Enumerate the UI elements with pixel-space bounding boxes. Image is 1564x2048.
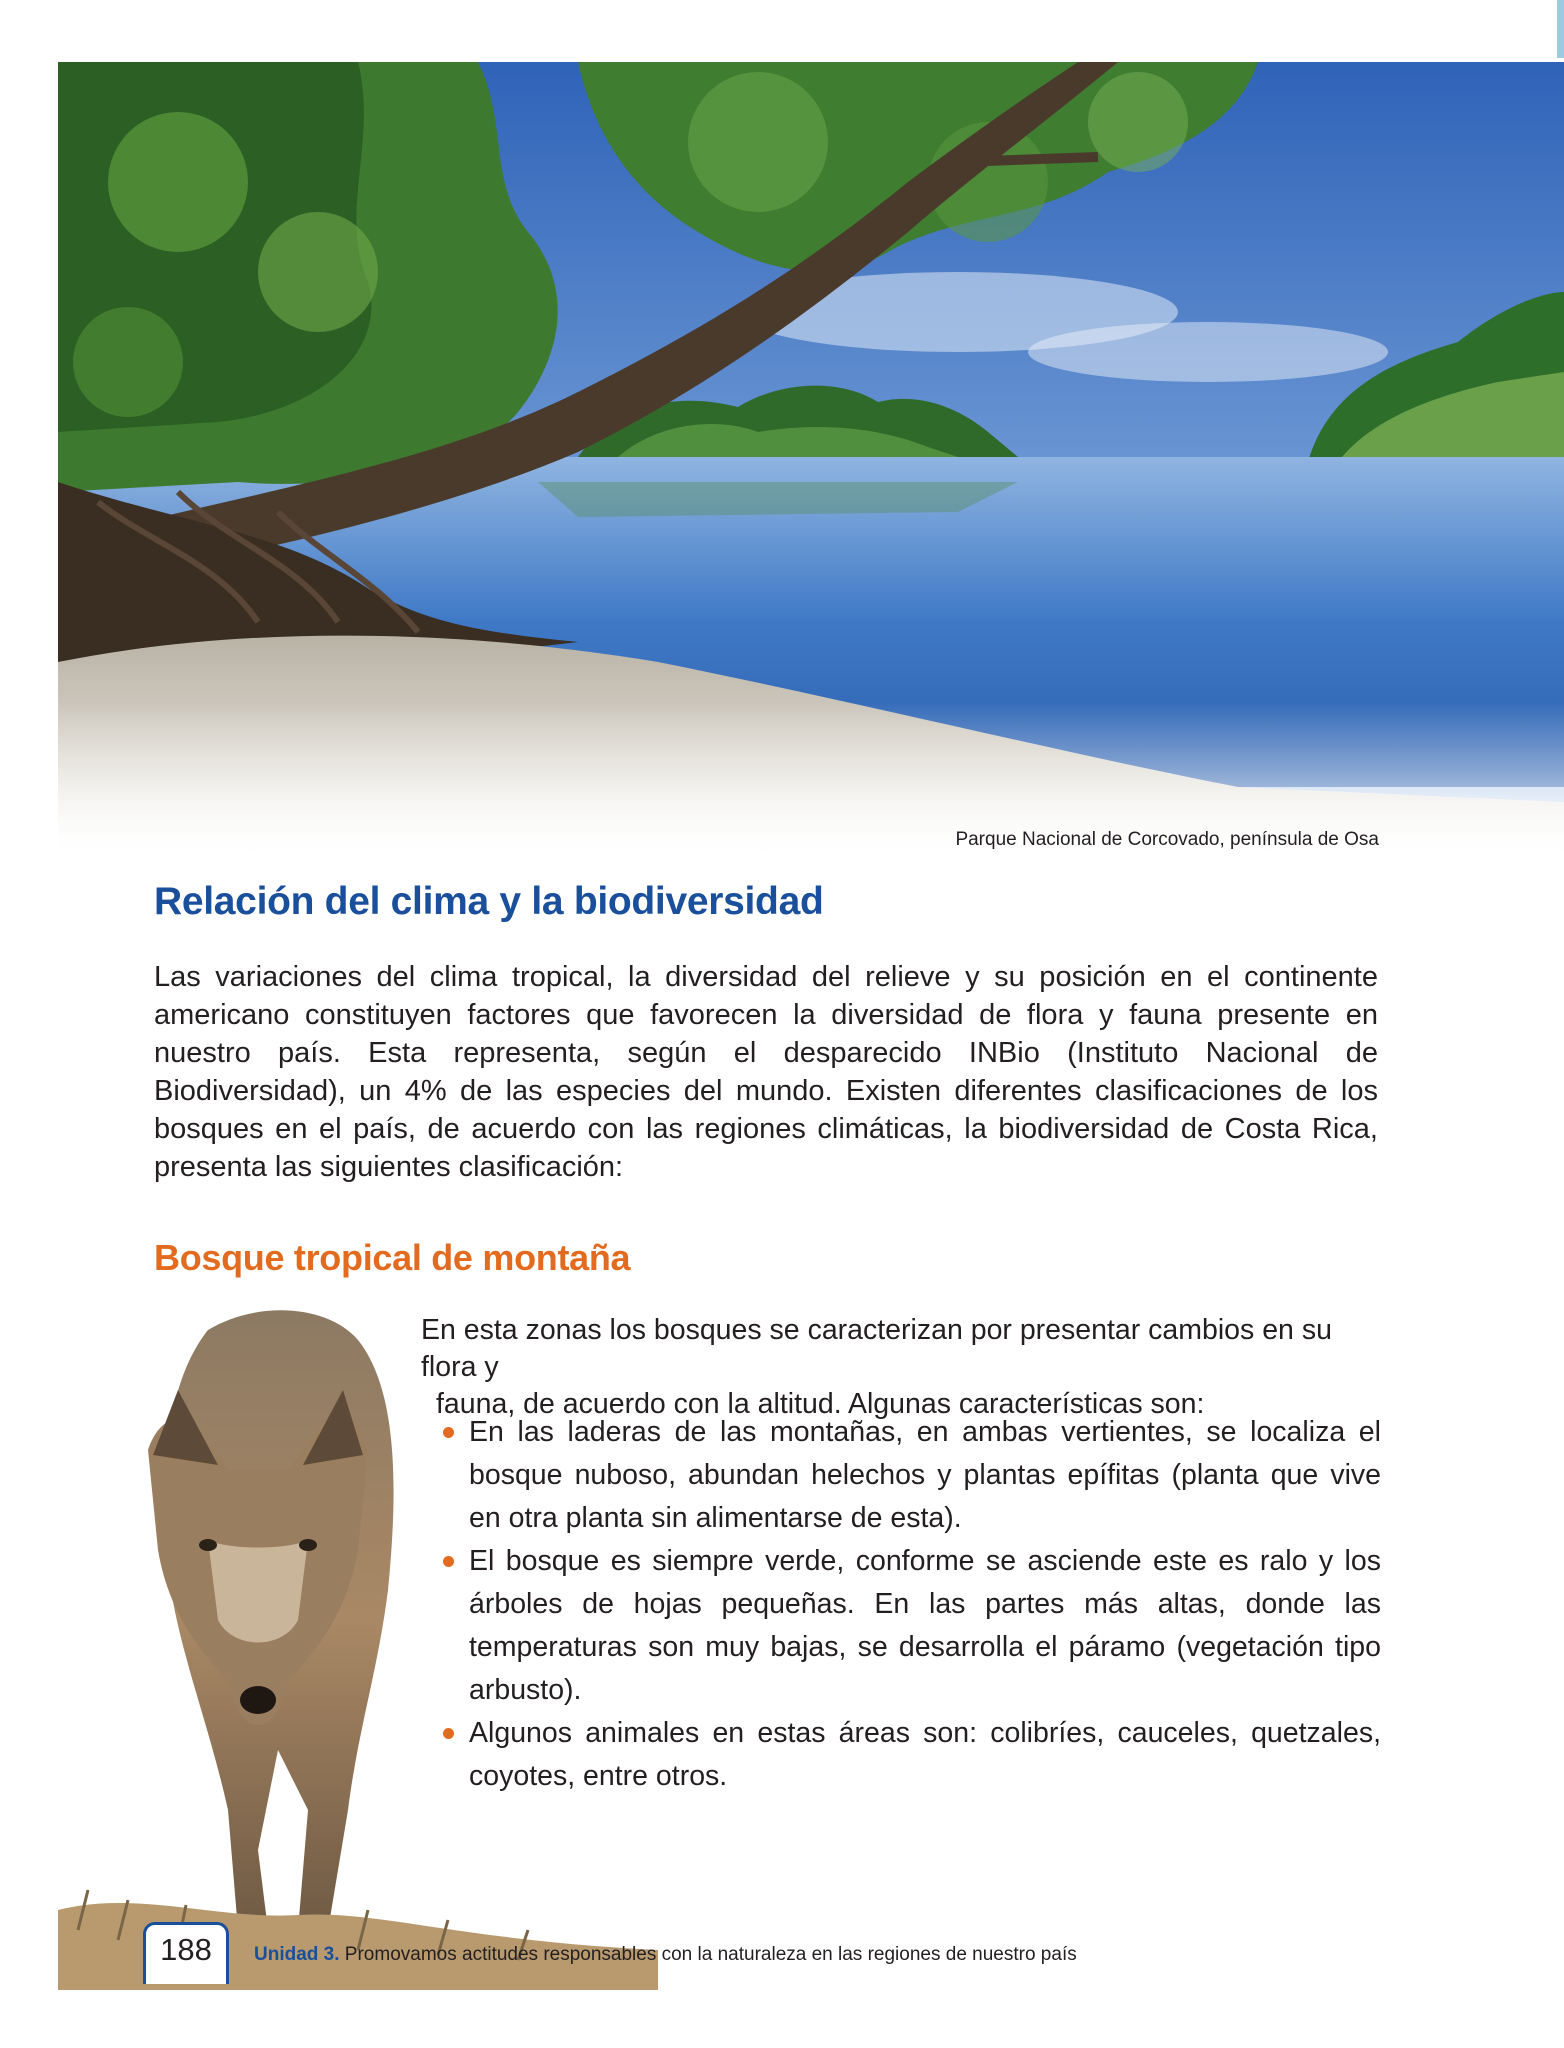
list-item-text: El bosque es siempre verde, conforme se asciende este es ralo y los árboles de hojas pequeñas. En las partes más altas, donde las temperaturas son muy bajas, se desarrolla el páramo (vegetación tipo arbusto). [469,1545,1381,1706]
page-edge-strip [1557,0,1564,58]
section-title: Relación del clima y la biodiversidad [154,880,824,923]
hero-caption: Parque Nacional de Corcovado, península de Osa [955,829,1379,850]
list-item [421,1712,1381,1798]
footer-unit-label: Unidad 3. [254,1944,340,1965]
characteristics-list [421,1411,1381,1798]
bullet-icon [443,1427,454,1438]
subsection-title: Bosque tropical de montaña [154,1237,631,1278]
intro-paragraph: Las variaciones del clima tropical, la diversidad del relieve y su posición en el continente americano constituyen factores que favorecen la diversidad de flora y fauna presente en nuestro país. Esta representa, según el desparecido INBio (Instituto Nacional de Biodiversidad), un 4% de las especies del mundo. Existen diferentes clasificaciones de los bosques en el país, de acuerdo con las regiones climáticas, la biodiversidad de Costa Rica, presenta las siguientes clasificación: [154,961,1378,1183]
lead-line-1: En esta zonas los bosques se caracterizan por presentar cambios en su flora y [421,1314,1332,1383]
page-number: 188 [160,1932,212,1967]
bullet-icon [443,1556,454,1567]
footer-unit-title: Promovamos actitudes responsables con la naturaleza en las regiones de nuestro país [344,1944,1077,1965]
list-item [421,1540,1381,1712]
list-item [421,1411,1381,1540]
footer-unit-line [254,1944,1077,1966]
hero-photo [58,62,1564,862]
list-item-text: En las laderas de las montañas, en ambas vertientes, se localiza el bosque nuboso, abundan helechos y plantas epífitas (planta que vive en otra planta sin alimentarse de esta). [469,1416,1381,1534]
bullet-icon [443,1728,454,1739]
list-item-text: Algunos animales en estas áreas son: colibríes, cauceles, quetzales, coyotes, entre otros. [469,1717,1381,1792]
lead-paragraph [421,1312,1381,1423]
lead-line-2: fauna, de acuerdo con la altitud. Algunas características son: [436,1388,1205,1420]
